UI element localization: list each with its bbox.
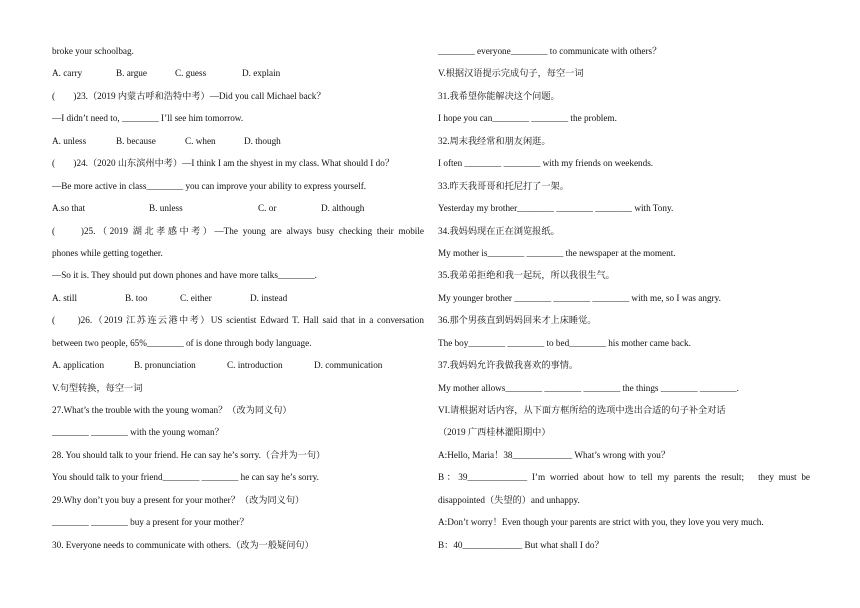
answer-option: C. introduction	[227, 360, 283, 371]
answer-option: A. carry	[52, 68, 83, 79]
answer-options	[52, 287, 424, 309]
text-line: The boy________ ________ to bed________ his mother came back.	[438, 337, 691, 348]
text-line: 30. Everyone needs to communicate with others.（改为一般疑问句）	[52, 539, 314, 550]
text-line: 37.我妈妈允许我做我喜欢的事情。	[438, 360, 579, 371]
text-line: —Be more active in class________ you can improve your ability to express yourself.	[52, 180, 367, 191]
text-line: ( )23.（2019 内蒙古呼和浩特中考）—Did you call Michael back？	[52, 90, 326, 101]
answer-options	[52, 197, 424, 219]
text-line: ( )26.（2019 江苏连云港中考）US scientist Edward T. Hall said that in a conversation	[52, 315, 424, 326]
text-line: ( )24.（2020 山东滨州中考）—I think I am the shyest in my class. What should I do？	[52, 158, 395, 169]
text-line: 35.我弟弟拒绝和我一起玩，所以我很生气。	[438, 270, 615, 281]
right-column	[438, 40, 810, 556]
answer-option: C. when	[185, 135, 216, 146]
text-line: I hope you can________ ________ the problem.	[438, 113, 617, 124]
text-line: （2019 广西桂林灌阳期中）	[438, 427, 551, 438]
text-line: A:Don’t worry！Even though your parents are strict with you, they love you very much.	[438, 517, 764, 528]
answer-option: D. communication	[314, 360, 383, 371]
answer-option: B. pronunciation	[134, 360, 196, 371]
text-line: ( )25.（2019 湖北孝感中考）—The young are always busy checking their mobile	[52, 225, 424, 236]
text-line: My mother is________ ________ the newspaper at the moment.	[438, 247, 676, 258]
answer-option: C. guess	[175, 68, 207, 79]
text-line: My younger brother ________ ________ ________ with me, so I was angry.	[438, 292, 721, 303]
text-line: My mother allows________ ________ ________ the things ________ ________.	[438, 382, 739, 393]
text-line: broke your schoolbag.	[52, 46, 134, 56]
text-line: phones while getting together.	[52, 247, 163, 258]
answer-option: D. instead	[250, 292, 288, 303]
answer-option: A. still	[52, 292, 78, 303]
text-line: 33.昨天我哥哥和托尼打了一架。	[438, 180, 569, 191]
answer-option: B. argue	[116, 68, 147, 79]
answer-option: D. although	[321, 203, 365, 214]
answer-option: A.so that	[52, 203, 86, 214]
text-line: A:Hello, Maria！38_____________ What’s wrong with you？	[438, 449, 671, 460]
text-line: 29.Why don’t you buy a present for your mother？（改为同义句）	[52, 494, 305, 505]
text-line: V.句型转换，每空一词	[52, 382, 143, 393]
text-line: —I didn’t need to, ________ I’ll see him tomorrow.	[52, 113, 244, 124]
text-line: 36.那个男孩直到妈妈回来才上床睡觉。	[438, 315, 597, 326]
answer-option: B. unless	[149, 203, 183, 214]
answer-option: B. because	[116, 135, 156, 146]
text-line: 28. You should talk to your friend. He can say he’s sorry.（合并为一句）	[52, 449, 326, 460]
text-line: V.根据汉语提示完成句子，每空一词	[438, 68, 584, 79]
text-line: You should talk to your friend________ ________ he can say he’s sorry.	[52, 472, 319, 483]
answer-options	[52, 62, 424, 84]
text-line: ________ ________ with the young woman？	[52, 427, 224, 438]
text-line: ________ everyone________ to communicate with others？	[438, 46, 662, 56]
text-line: disappointed（失望的）and unhappy.	[438, 494, 580, 505]
answer-option: A. unless	[52, 135, 87, 146]
text-line: B：40_____________ But what shall I do？	[438, 539, 604, 550]
text-line: B：39_____________ I’m worried about how to tell my parents the result; they must be	[438, 472, 810, 483]
answer-options	[52, 130, 424, 152]
text-line: I often ________ ________ with my friends on weekends.	[438, 158, 654, 169]
text-line: VI.请根据对话内容，从下面方框所给的选项中选出合适的句子补全对话	[438, 405, 726, 415]
text-line: 27.What’s the trouble with the young woman？（改为同义句）	[52, 405, 292, 415]
text-line: between two people, 65%________ of is done through body language.	[52, 337, 312, 348]
answer-option: D. though	[244, 135, 281, 146]
text-line: —So it is. They should put down phones and have more talks________.	[52, 270, 317, 281]
text-line: 34.我妈妈现在正在浏览报纸。	[438, 225, 560, 236]
answer-option: A. application	[52, 360, 105, 371]
answer-options	[52, 354, 424, 376]
answer-option: C. or	[258, 203, 277, 214]
left-column	[52, 40, 424, 556]
text-line: 32.周末我经常和朋友闲逛。	[438, 135, 551, 146]
text-line: 31.我希望你能解决这个问题。	[438, 90, 560, 101]
answer-option: B. too	[125, 292, 148, 303]
answer-option: C. either	[180, 292, 212, 303]
text-line: ________ ________ buy a present for your mother？	[52, 517, 249, 528]
answer-option: D. explain	[242, 68, 281, 79]
text-line: Yesterday my brother________ ________ ________ with Tony.	[438, 203, 674, 214]
